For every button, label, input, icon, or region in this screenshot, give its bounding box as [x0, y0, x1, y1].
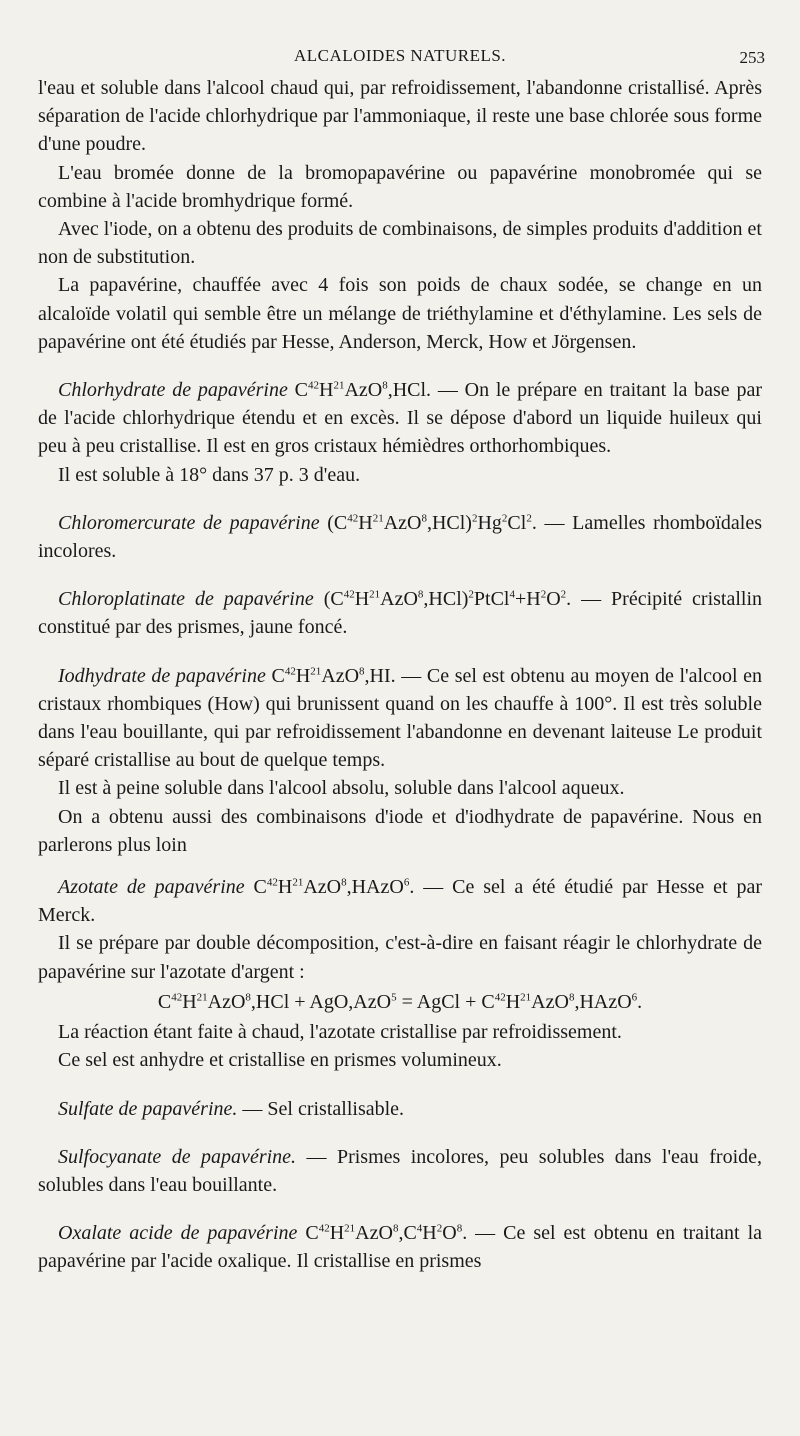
page-number: 253 — [739, 48, 765, 67]
entry-sulfocyanate — [38, 1143, 762, 1199]
paragraph: Il est soluble à 18° dans 37 p. 3 d'eau. — [58, 463, 361, 486]
paragraph: La papavérine, chauffée avec 4 fois son poids de chaux sodée, se change en un alcaloïde volatil qui semble être un mélange de triéthylamine et d'éthylamine. Les sels de papavérine ont été étudiés par Hesse, Anderson, Merck, How et Jörgensen. — [38, 274, 762, 353]
entry-iodhydrate — [38, 662, 762, 775]
entry-text: — Ce sel a été étudié par Hesse et par Merck. — [38, 876, 763, 927]
formula: $(C^{42}H^{21}AzO^8,HCl)^2PtCl^4+H^2O^2$. — [323, 588, 572, 611]
entry-title: Chlorhydrate de papavérine — [58, 379, 288, 402]
entry-text: — Prismes incolores, peu solubles dans l'eau froide, solubles dans l'eau bouillante. — [38, 1145, 763, 1196]
entry-text: — Lamelles rhomboïdales incolores. — [38, 511, 763, 563]
paragraph: On a obtenu aussi des combinaisons d'iode et d'iodhydrate de papavérine. Nous en parlerons plus loin — [38, 805, 762, 856]
entry-chloromercurate — [38, 509, 762, 565]
entry-text: — On le prépare en traitant la base par de l'acide chlorhydrique étendu et en excès. Il se dépose d'abord un liquide huileux qui peu à peu cristallise. Il est en gros cristaux hémièdres orthorhombiques. — [38, 379, 763, 458]
entry-title: Sulfocyanate de papavérine. — [58, 1145, 297, 1168]
formula: $C^{42}H^{21}AzO^8,HI$. — [271, 664, 396, 687]
formula: $C^{42}H^{21}AzO^8,HCl$. — [294, 379, 432, 402]
body-text — [38, 74, 762, 1276]
paragraph: L'eau bromée donne de la bromopapavérine ou papavérine monobromée qui se combine à l'acide bromhydrique formé. — [38, 161, 762, 212]
paragraph: Ce sel est anhydre et cristallise en prismes volumineux. — [58, 1049, 502, 1072]
entry-chloroplatinate — [38, 585, 762, 641]
running-header — [0, 42, 800, 72]
formula: $(C^{42}H^{21}AzO^8,HCl)^2Hg^2Cl^2$. — [327, 511, 537, 534]
header-title: ALCALOIDES NATURELS. — [293, 46, 507, 65]
entry-title: Oxalate acide de papavérine — [58, 1222, 298, 1245]
entry-text: — Ce sel est obtenu au moyen de l'alcool en cristaux rhombiques (How) qui brunissent quand on les chauffe à 100°. Il est très soluble dans l'eau bouillante, qui par refroidissement l'abandonne en devenant laiteuse Le produit séparé cristallise au bout de quelque temps. — [38, 664, 763, 772]
paragraph: La réaction étant faite à chaud, l'azotate cristallise par refroidissement. — [58, 1021, 622, 1044]
entry-text: — Ce sel est obtenu en traitant la papavérine par l'acide oxalique. Il cristallise en prismes — [38, 1222, 763, 1273]
reaction-equation: $C^{42}H^{21}AzO^8,HCl + AgO,AzO^5$ = AgCl + $C^{42}H^{21}AzO^8,HAzO^6$. — [157, 990, 643, 1013]
entry-azotate — [38, 873, 762, 929]
entry-sulfate — [38, 1095, 762, 1123]
entry-title: Chloromercurate de papavérine — [58, 511, 320, 534]
paragraph: l'eau et soluble dans l'alcool chaud qui, par refroidissement, l'abandonne cristallisé. Après séparation de l'acide chlorhydrique par l'ammoniaque, il reste une base chlorée sous forme d'une poudre. — [38, 77, 762, 156]
paragraph: Avec l'iode, on a obtenu des produits de combinaisons, de simples produits d'addition et non de substitution. — [38, 218, 762, 269]
formula: $C^{42}H^{21}AzO^8,HAzO^6$. — [253, 876, 415, 899]
entry-title: Chloroplatinate de papavérine — [58, 588, 314, 611]
entry-text: — Sel cristallisable. — [242, 1097, 405, 1120]
paragraph: Il est à peine soluble dans l'alcool absolu, soluble dans l'alcool aqueux. — [58, 777, 625, 800]
entry-text: — Précipité cristallin constitué par des prismes, jaune foncé. — [38, 588, 763, 639]
entry-title: Azotate de papavérine — [58, 876, 245, 899]
entry-oxalate — [38, 1219, 762, 1275]
entry-title: Iodhydrate de papavérine — [58, 664, 266, 687]
formula: $C^{42}H^{21}AzO^8,C^4H^2O^8$. — [305, 1222, 468, 1245]
entry-chlorhydrate — [38, 376, 762, 461]
entry-title: Sulfate de papavérine. — [58, 1097, 238, 1120]
paragraph: Il se prépare par double décomposition, c'est-à-dire en faisant réagir le chlorhydrate de papavérine sur l'azotate d'argent : — [38, 932, 762, 983]
